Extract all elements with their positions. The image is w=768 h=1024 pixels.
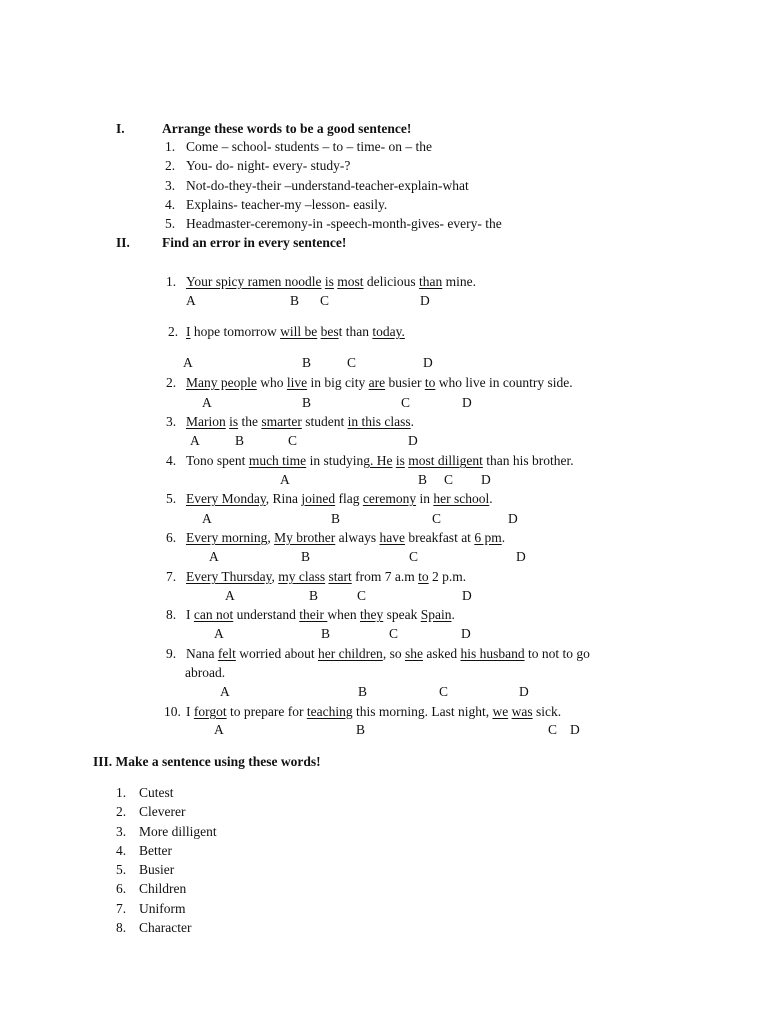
plain-segment: , Rina bbox=[265, 491, 302, 506]
plain-segment: I bbox=[186, 607, 194, 622]
plain-segment: asked bbox=[422, 646, 461, 661]
section-1-numeral: I. bbox=[116, 121, 125, 136]
plain-segment: to prepare for bbox=[226, 704, 307, 719]
underlined-segment: to bbox=[424, 375, 436, 390]
s1-item-text: You- do- night- every- study-? bbox=[186, 158, 351, 173]
plain-segment: understand bbox=[233, 607, 300, 622]
underlined-segment: to bbox=[418, 569, 429, 584]
answer-letter: C bbox=[389, 626, 399, 641]
answer-letter: A bbox=[202, 511, 212, 526]
s3-item-number: 6. bbox=[116, 881, 127, 896]
underlined-segment: most dilligent bbox=[408, 453, 483, 468]
underlined-segment: . He bbox=[369, 453, 393, 468]
answer-letter: D bbox=[420, 293, 430, 308]
plain-segment: I bbox=[186, 704, 194, 719]
plain-segment: worried about bbox=[235, 646, 318, 661]
s2-item-number: 9. bbox=[166, 646, 177, 661]
answer-letter: C bbox=[432, 511, 442, 526]
s2-sentence bbox=[186, 375, 573, 391]
underlined-segment: is bbox=[324, 274, 334, 289]
answer-letter: A bbox=[183, 355, 193, 370]
plain-segment: speak bbox=[383, 607, 421, 622]
plain-segment: breakfast at bbox=[404, 530, 475, 545]
plain-segment: in big city bbox=[307, 375, 369, 390]
s2-sentence bbox=[186, 274, 476, 290]
s1-item-number: 2. bbox=[165, 158, 176, 173]
answer-letter: A bbox=[214, 722, 224, 737]
answer-letter: D bbox=[462, 395, 472, 410]
s2-sentence bbox=[186, 646, 590, 662]
underlined-segment: in this class bbox=[347, 414, 411, 429]
s2-item-number: 3. bbox=[166, 414, 177, 429]
underlined-segment: My brother bbox=[274, 530, 336, 545]
plain-segment: . bbox=[451, 607, 455, 622]
plain-segment: mine. bbox=[442, 274, 477, 289]
underlined-segment: smarter bbox=[261, 414, 302, 429]
underlined-segment: live bbox=[286, 375, 308, 390]
underlined-segment: their bbox=[299, 607, 328, 622]
underlined-segment: my class bbox=[278, 569, 326, 584]
plain-segment: from 7 a.m bbox=[351, 569, 419, 584]
s2-sentence bbox=[186, 704, 561, 720]
answer-letter: B bbox=[309, 588, 319, 603]
s2-item-number: 5. bbox=[166, 491, 177, 506]
s3-item-number: 5. bbox=[116, 862, 127, 877]
s2-sentence bbox=[186, 453, 574, 469]
underlined-segment: her children bbox=[317, 646, 383, 661]
answer-letter: D bbox=[423, 355, 433, 370]
underlined-segment: joined bbox=[301, 491, 336, 506]
underlined-segment: is bbox=[395, 453, 405, 468]
s3-item-word: Children bbox=[139, 881, 187, 896]
s3-item-word: Cleverer bbox=[139, 804, 186, 819]
underlined-segment: Marion bbox=[186, 414, 226, 429]
s3-item-number: 1. bbox=[116, 785, 127, 800]
answer-letter: D bbox=[481, 472, 491, 487]
underlined-segment: teaching bbox=[306, 704, 353, 719]
s3-item-number: 8. bbox=[116, 920, 127, 935]
underlined-segment: have bbox=[379, 530, 405, 545]
s2-sentence bbox=[186, 324, 405, 340]
answer-letter: B bbox=[358, 684, 368, 699]
plain-segment: in bbox=[416, 491, 434, 506]
plain-segment: to not to go bbox=[524, 646, 590, 661]
answer-letter: B bbox=[235, 433, 245, 448]
s1-item-text: Headmaster-ceremony-in -speech-month-gives- every- the bbox=[186, 216, 502, 231]
plain-segment: the bbox=[238, 414, 262, 429]
plain-segment: Tono spent bbox=[186, 453, 249, 468]
plain-segment: who bbox=[256, 375, 287, 390]
answer-letter: A bbox=[202, 395, 212, 410]
s3-item-number: 3. bbox=[116, 824, 127, 839]
s1-item-number: 1. bbox=[165, 139, 176, 154]
plain-segment: . bbox=[501, 530, 506, 545]
plain-segment: Nana bbox=[186, 646, 218, 661]
plain-segment: busier bbox=[385, 375, 425, 390]
answer-letter: B bbox=[331, 511, 341, 526]
plain-segment: hope tomorrow bbox=[190, 324, 281, 339]
s2-sentence bbox=[186, 491, 493, 507]
underlined-segment: are bbox=[368, 375, 386, 390]
answer-letter: B bbox=[301, 549, 311, 564]
underlined-segment: start bbox=[328, 569, 352, 584]
s3-item-number: 4. bbox=[116, 843, 127, 858]
answer-letter: B bbox=[290, 293, 300, 308]
s3-item-word: Cutest bbox=[139, 785, 174, 800]
s3-item-word: More dilligent bbox=[139, 824, 217, 839]
answer-letter: D bbox=[462, 588, 472, 603]
answer-letter: B bbox=[356, 722, 366, 737]
answer-letter: C bbox=[548, 722, 558, 737]
answer-letter: D bbox=[461, 626, 471, 641]
answer-letter: A bbox=[190, 433, 200, 448]
answer-letter: D bbox=[516, 549, 526, 564]
underlined-segment: Many people bbox=[186, 375, 257, 390]
answer-letter: A bbox=[280, 472, 290, 487]
underlined-segment: 6 pm bbox=[474, 530, 502, 545]
underlined-segment: can not bbox=[193, 607, 234, 622]
underlined-segment: Your spicy ramen noodle bbox=[186, 274, 322, 289]
s3-item-word: Better bbox=[139, 843, 172, 858]
s2-item-number: 1. bbox=[166, 274, 177, 289]
underlined-segment: her school bbox=[433, 491, 490, 506]
answer-letter: B bbox=[321, 626, 331, 641]
answer-letter: C bbox=[288, 433, 298, 448]
answer-letter: A bbox=[209, 549, 219, 564]
s2-sentence bbox=[186, 569, 466, 585]
section-3-heading: III. Make a sentence using these words! bbox=[93, 754, 321, 769]
answer-letter: C bbox=[347, 355, 357, 370]
underlined-segment: bes bbox=[320, 324, 339, 339]
s2-item-number: 2. bbox=[168, 324, 179, 339]
underlined-segment: most bbox=[337, 274, 364, 289]
plain-segment: when bbox=[327, 607, 360, 622]
s2-item-number: 2. bbox=[166, 375, 177, 390]
answer-letter: C bbox=[401, 395, 411, 410]
plain-segment: 2 p.m. bbox=[428, 569, 467, 584]
underlined-segment: ceremony bbox=[362, 491, 417, 506]
plain-segment: , so bbox=[382, 646, 405, 661]
plain-segment: who live in country side. bbox=[435, 375, 573, 390]
s1-item-number: 3. bbox=[165, 178, 176, 193]
underlined-segment: felt bbox=[217, 646, 236, 661]
s1-item-text: Not-do-they-their –understand-teacher-explain-what bbox=[186, 178, 469, 193]
answer-letter: B bbox=[302, 395, 312, 410]
s2-item-number: 8. bbox=[166, 607, 177, 622]
s3-item-word: Character bbox=[139, 920, 192, 935]
s2-sentence bbox=[186, 530, 505, 546]
answer-letter: D bbox=[508, 511, 518, 526]
section-2-numeral: II. bbox=[116, 235, 130, 250]
underlined-segment: we bbox=[492, 704, 509, 719]
section-1-heading: Arrange these words to be a good sentence! bbox=[162, 121, 412, 136]
plain-segment: this morning. Last night, bbox=[352, 704, 493, 719]
answer-letter: C bbox=[357, 588, 367, 603]
answer-letter: A bbox=[186, 293, 196, 308]
underlined-segment: they bbox=[359, 607, 384, 622]
s1-item-number: 4. bbox=[165, 197, 176, 212]
s2-item-number: 6. bbox=[166, 530, 177, 545]
answer-letter: D bbox=[570, 722, 580, 737]
answer-letter: C bbox=[439, 684, 449, 699]
underlined-segment: Every Monday bbox=[186, 491, 266, 506]
s3-item-number: 7. bbox=[116, 901, 127, 916]
plain-segment: . bbox=[489, 491, 493, 506]
underlined-segment: Every morning bbox=[186, 530, 268, 545]
underlined-segment: is bbox=[229, 414, 239, 429]
answer-letter: C bbox=[409, 549, 419, 564]
s1-item-text: Come – school- students – to – time- on – the bbox=[186, 139, 432, 154]
plain-segment: t than bbox=[338, 324, 373, 339]
s2-item-number: 10. bbox=[164, 704, 181, 719]
plain-segment: . bbox=[410, 414, 414, 429]
answer-letter: C bbox=[320, 293, 330, 308]
plain-segment: student bbox=[301, 414, 348, 429]
underlined-segment: was bbox=[511, 704, 533, 719]
answer-letter: B bbox=[302, 355, 312, 370]
s2-item-number: 4. bbox=[166, 453, 177, 468]
answer-letter: B bbox=[418, 472, 428, 487]
answer-letter: A bbox=[214, 626, 224, 641]
s2-sentence bbox=[186, 414, 414, 430]
underlined-segment: his husband bbox=[460, 646, 525, 661]
plain-segment: always bbox=[335, 530, 380, 545]
plain-segment: than his brother. bbox=[482, 453, 574, 468]
s1-item-number: 5. bbox=[165, 216, 176, 231]
plain-segment: in studying bbox=[306, 453, 370, 468]
underlined-segment: forgot bbox=[193, 704, 227, 719]
underlined-segment: much time bbox=[248, 453, 307, 468]
answer-letter: A bbox=[225, 588, 235, 603]
s1-item-text: Explains- teacher-my –lesson- easily. bbox=[186, 197, 388, 212]
s3-item-number: 2. bbox=[116, 804, 127, 819]
answer-letter: A bbox=[220, 684, 230, 699]
underlined-segment: Spain bbox=[420, 607, 452, 622]
underlined-segment: than bbox=[419, 274, 443, 289]
underlined-segment: today. bbox=[372, 324, 405, 339]
answer-letter: D bbox=[408, 433, 418, 448]
answer-letter: C bbox=[444, 472, 454, 487]
s2-item-number: 7. bbox=[166, 569, 177, 584]
underlined-segment: she bbox=[404, 646, 423, 661]
answer-letter: D bbox=[519, 684, 529, 699]
plain-segment: flag bbox=[335, 491, 363, 506]
underlined-segment: I bbox=[186, 324, 191, 339]
underlined-segment: will be bbox=[280, 324, 318, 339]
plain-segment: sick. bbox=[532, 704, 562, 719]
section-2-heading: Find an error in every sentence! bbox=[162, 235, 347, 250]
plain-segment: , bbox=[271, 569, 279, 584]
plain-segment: delicious bbox=[363, 274, 420, 289]
plain-segment: , bbox=[267, 530, 275, 545]
s2-sentence bbox=[186, 607, 455, 623]
s2-sentence-continuation: abroad. bbox=[185, 665, 226, 680]
s3-item-word: Busier bbox=[139, 862, 175, 877]
s3-item-word: Uniform bbox=[139, 901, 186, 916]
underlined-segment: Every Thursday bbox=[186, 569, 272, 584]
